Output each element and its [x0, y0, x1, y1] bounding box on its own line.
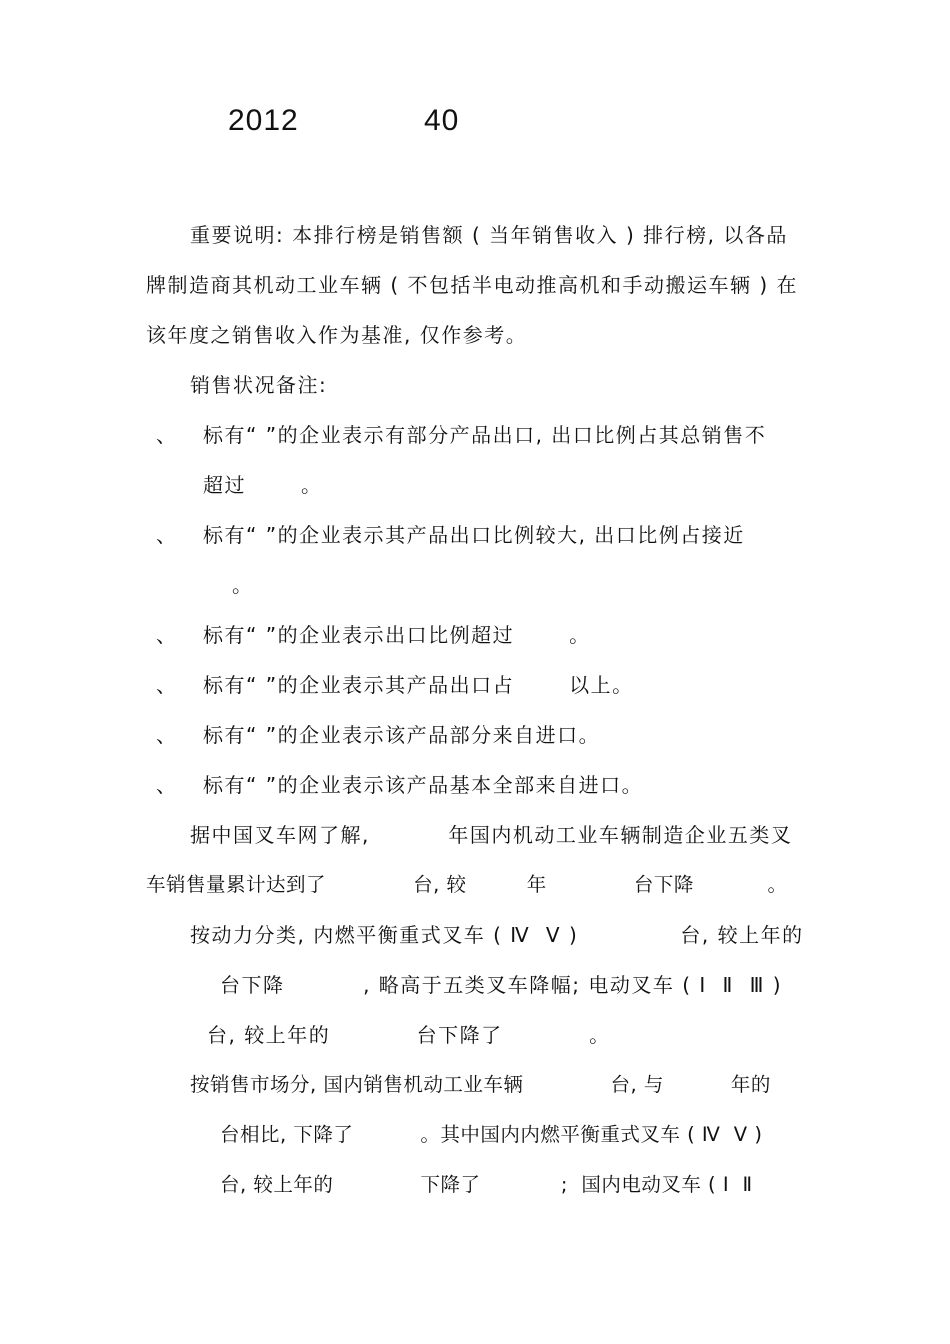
title-count: 40	[424, 104, 460, 137]
body-line: 台下降 , 略高于五类叉车降幅; 电动叉车 ( Ⅰ Ⅱ Ⅲ )	[220, 973, 783, 997]
note-line: 牌制造商其机动工业车辆 ( 不包括半电动推高机和手动搬运车辆 ) 在	[146, 273, 799, 297]
list-marker: 、	[156, 673, 178, 697]
list-marker: 、	[156, 523, 178, 547]
remarks-heading: 销售状况备注:	[190, 373, 328, 397]
list-item-continued: 。	[232, 573, 254, 597]
body-line: 台, 较上年的 台下降了 。	[207, 1023, 611, 1047]
list-marker: 、	[156, 423, 178, 447]
title-year: 2012	[228, 104, 299, 137]
list-marker: 、	[156, 623, 178, 647]
list-marker: 、	[156, 773, 178, 797]
note-line: 重要说明: 本排行榜是销售额 ( 当年销售收入 ) 排行榜, 以各品	[190, 223, 788, 247]
note-line: 该年度之销售收入作为基准, 仅作参考。	[146, 323, 528, 347]
list-item: 标有“ ”的企业表示有部分产品出口, 出口比例占其总销售不	[203, 423, 767, 447]
body-line: 按销售市场分, 国内销售机动工业车辆 台, 与 年的	[190, 1073, 771, 1096]
body-line: 台, 较上年的 下降了 ; 国内电动叉车 ( Ⅰ Ⅱ	[220, 1173, 753, 1196]
list-item: 标有“ ”的企业表示该产品部分来自进口。	[203, 723, 601, 747]
list-marker: 、	[156, 723, 178, 747]
body-line: 台相比, 下降了 。其中国内内燃平衡重式叉车 ( Ⅳ Ⅴ )	[220, 1123, 763, 1146]
body-line: 车销售量累计达到了 台, 较 年 台下降 。	[146, 873, 788, 896]
body-line: 据中国叉车网了解, 年国内机动工业车辆制造企业五类叉	[190, 823, 793, 847]
body-line: 按动力分类, 内燃平衡重式叉车 ( Ⅳ Ⅴ ) 台, 较上年的	[190, 923, 804, 947]
list-item: 标有“ ”的企业表示该产品基本全部来自进口。	[203, 773, 644, 797]
list-item: 标有“ ”的企业表示其产品出口比例较大, 出口比例占接近	[203, 523, 745, 547]
list-item: 标有“ ”的企业表示出口比例超过 。	[203, 623, 591, 647]
list-item-continued: 超过 。	[203, 473, 323, 497]
list-item: 标有“ ”的企业表示其产品出口占 以上。	[203, 673, 634, 697]
